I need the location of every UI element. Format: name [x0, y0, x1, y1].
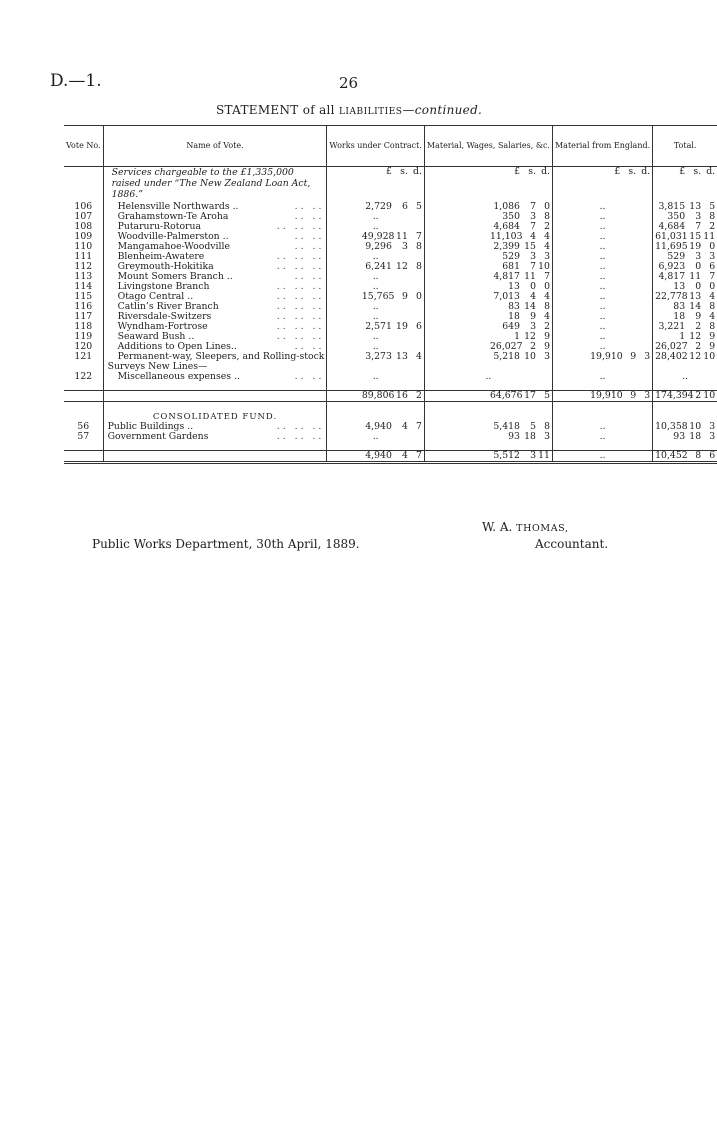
units-works: £ s. d.	[327, 167, 424, 203]
col-england-header: Material from England.	[552, 126, 652, 167]
england-amount: ..	[552, 292, 652, 302]
england-amount: ..	[552, 332, 652, 342]
works-amount: ..	[327, 252, 424, 262]
vote-number: 122	[74, 371, 93, 382]
vote-name: Permanent-way, Sleepers, and Rolling-stock	[103, 352, 327, 362]
england-amount: ..	[552, 252, 652, 262]
total-amount: 1 12 9	[653, 332, 717, 342]
department-date: Public Works Department, 30th April, 1889.	[92, 537, 360, 551]
material-amount: 26,027 2 9	[424, 342, 552, 352]
total-amount: 61,031 15 11	[653, 232, 717, 242]
col-name-header: Name of Vote.	[103, 126, 327, 167]
vote-name: Public Buildings .. .. .. ..	[103, 422, 327, 432]
total-amount: 93 18 3	[653, 432, 717, 442]
material-amount: 529 3 3	[424, 252, 552, 262]
works-amount: ..	[327, 342, 424, 352]
works-amount: ..	[327, 312, 424, 322]
vote-number: 118	[74, 321, 93, 332]
document-reference: D.—1.	[50, 71, 102, 91]
england-amount: ..	[552, 212, 652, 222]
material-amount: 5,418 5 8	[424, 422, 552, 432]
vote-number: 111	[74, 251, 93, 262]
material-amount: ..	[424, 372, 552, 382]
england-amount: ..	[552, 282, 652, 292]
vote-number: 116	[74, 301, 93, 312]
total-amount: 4,817 11 7	[653, 272, 717, 282]
material-amount: 649 3 2	[424, 322, 552, 332]
vote-name: Grahamstown-Te Aroha .. ..	[103, 212, 327, 222]
col-material-header: Material, Wages, Salaries, &c.	[424, 126, 552, 167]
units-total: £ s. d.	[653, 167, 717, 203]
col-works-header: Works under Contract.	[327, 126, 424, 167]
units-row	[64, 167, 717, 203]
vote-number	[64, 451, 103, 463]
vote-name: Riversdale-Switzers .. .. ..	[103, 312, 327, 322]
section-total-row	[64, 391, 717, 402]
vote-number: 113	[74, 271, 93, 282]
material-amount: 4,817 11 7	[424, 272, 552, 282]
table-header-row	[64, 126, 717, 167]
units-england: £ s. d.	[552, 167, 652, 203]
table-row	[64, 432, 717, 442]
total-amount: 529 3 3	[653, 252, 717, 262]
england-amount: ..	[552, 302, 652, 312]
england-amount: ..	[552, 202, 652, 212]
section2-heading: CONSOLIDATED FUND.	[103, 402, 327, 423]
table-caption	[216, 103, 482, 117]
total-amount: 3,221 2 8	[653, 322, 717, 332]
material-amount: 93 18 3	[424, 432, 552, 442]
vote-number: 56	[77, 421, 90, 432]
england-amount: ..	[552, 242, 652, 252]
table-body	[64, 167, 717, 463]
works-amount: 15,765 9 0	[327, 292, 424, 302]
england-amount: 19,910 9 3	[552, 352, 652, 362]
vote-name: Greymouth-Hokitika .. .. ..	[103, 262, 327, 272]
material-total: 64,676 17 5	[424, 391, 552, 402]
section-total-row	[64, 451, 717, 463]
signatory-title: Accountant.	[535, 537, 609, 551]
works-amount: 6,241 12 8	[327, 262, 424, 272]
england-amount: ..	[552, 372, 652, 382]
works-total: 89,806 16 2	[327, 391, 424, 402]
total-amount: 10,358 10 3	[653, 422, 717, 432]
vote-number: 115	[74, 291, 93, 302]
total-amount: 18 9 4	[653, 312, 717, 322]
works-amount: ..	[327, 222, 424, 232]
vote-number: 109	[74, 231, 93, 242]
liabilities-table	[64, 125, 717, 464]
spacer-cell	[64, 442, 103, 451]
total-amount: 6,923 0 6	[653, 262, 717, 272]
total-amount: 13 0 0	[653, 282, 717, 292]
vote-name: Seaward Bush .. .. .. ..	[103, 332, 327, 342]
works-amount: ..	[327, 372, 424, 382]
material-amount: 11,103 4 4	[424, 232, 552, 242]
vote-name: Putaruru-Rotorua .. .. ..	[103, 222, 327, 232]
signatory-initials: W. A.	[482, 520, 517, 534]
works-amount: ..	[327, 212, 424, 222]
table-row	[64, 372, 717, 382]
vote-name: Mount Somers Branch .. .. ..	[103, 272, 327, 282]
works-amount: ..	[327, 302, 424, 312]
vote-name	[103, 391, 327, 402]
vote-name	[103, 451, 327, 463]
total-amount: 4,684 7 2	[653, 222, 717, 232]
vote-name: Woodville-Palmerston .. .. ..	[103, 232, 327, 242]
england-amount: ..	[552, 342, 652, 352]
spacer-cell	[103, 382, 327, 391]
page-number: 26	[339, 74, 359, 92]
grand-total: 10,452 8 6	[653, 451, 717, 463]
total-amount: 28,402 12 10	[653, 352, 717, 362]
vote-name: Mangamahoe-Woodville .. ..	[103, 242, 327, 252]
caption-prefix: STATEMENT of all	[216, 103, 339, 117]
material-amount: 1,086 7 0	[424, 202, 552, 212]
vote-number: 112	[74, 261, 93, 272]
vote-number: 110	[74, 241, 93, 252]
surveys-label: Surveys New Lines—	[103, 362, 327, 372]
england-amount: ..	[552, 232, 652, 242]
material-amount: 2,399 15 4	[424, 242, 552, 252]
section2-heading-row	[64, 402, 717, 423]
vote-number: 121	[74, 351, 93, 362]
material-amount: 350 3 8	[424, 212, 552, 222]
vote-number: 117	[74, 311, 93, 322]
total-amount: ..	[653, 372, 717, 382]
section1-heading: Services chargeable to the £1,335,000 raised under “The New Zealand Loan Act, 1886.”	[103, 167, 327, 203]
signatory-surname: THOMAS,	[516, 523, 569, 534]
england-amount: ..	[552, 312, 652, 322]
england-amount: ..	[552, 262, 652, 272]
spacer-cell	[103, 442, 327, 451]
england-amount: ..	[552, 222, 652, 232]
works-amount: 2,729 6 5	[327, 202, 424, 212]
vote-name: Catlin’s River Branch .. .. ..	[103, 302, 327, 312]
spacer-cell	[653, 402, 717, 423]
material-amount: 13 0 0	[424, 282, 552, 292]
vote-name: Government Gardens .. .. ..	[103, 432, 327, 442]
vote-name: Otago Central .. .. .. ..	[103, 292, 327, 302]
england-total: ..	[552, 451, 652, 463]
works-amount: ..	[327, 332, 424, 342]
vote-name: Wyndham-Fortrose .. .. ..	[103, 322, 327, 332]
vote-number: 120	[74, 341, 93, 352]
vote-name: Miscellaneous expenses .. .. ..	[103, 372, 327, 382]
units-material: £ s. d.	[424, 167, 552, 203]
works-amount: ..	[327, 432, 424, 442]
works-amount: 3,273 13 4	[327, 352, 424, 362]
material-amount: 4,684 7 2	[424, 222, 552, 232]
vote-name: Livingstone Branch .. .. ..	[103, 282, 327, 292]
material-amount: 18 9 4	[424, 312, 552, 322]
grand-total: 174,394 2 10	[653, 391, 717, 402]
works-amount: 2,571 19 6	[327, 322, 424, 332]
material-amount: 5,218 10 3	[424, 352, 552, 362]
spacer-cell	[424, 402, 552, 423]
material-amount: 83 14 8	[424, 302, 552, 312]
material-total: 5,512 3 11	[424, 451, 552, 463]
england-amount: ..	[552, 432, 652, 442]
total-amount: 350 3 8	[653, 212, 717, 222]
total-amount: 26,027 2 9	[653, 342, 717, 352]
spacer-cell	[64, 382, 103, 391]
vote-name: Additions to Open Lines.. .. ..	[103, 342, 327, 352]
works-amount: 4,940 4 7	[327, 422, 424, 432]
vote-number: 114	[74, 281, 93, 292]
england-amount: ..	[552, 272, 652, 282]
vote-number: 107	[74, 211, 93, 222]
vote-name: Blenheim-Awatere .. .. ..	[103, 252, 327, 262]
caption-dash: —	[402, 103, 415, 117]
total-amount: 22,778 13 4	[653, 292, 717, 302]
vote-number: 106	[74, 201, 93, 212]
total-amount: 11,695 19 0	[653, 242, 717, 252]
vote-name: Helensville Northwards .. .. ..	[103, 202, 327, 212]
vote-cell	[64, 167, 103, 203]
caption-continued: continued.	[414, 103, 483, 117]
signatory-name	[482, 520, 569, 534]
col-vote-header: Vote No.	[64, 126, 103, 167]
vote-number: 119	[74, 331, 93, 342]
total-amount: 83 14 8	[653, 302, 717, 312]
works-amount: 49,928 11 7	[327, 232, 424, 242]
england-total: 19,910 9 3	[552, 391, 652, 402]
spacer-cell	[327, 402, 424, 423]
vote-number	[64, 391, 103, 402]
vote-number: 57	[77, 431, 90, 442]
caption-smallcaps: LIABILITIES	[338, 107, 403, 117]
spacer-cell	[552, 402, 652, 423]
material-amount: 681 7 10	[424, 262, 552, 272]
material-amount: 7,013 4 4	[424, 292, 552, 302]
england-amount: ..	[552, 322, 652, 332]
england-amount: ..	[552, 422, 652, 432]
vote-number: 108	[74, 221, 93, 232]
works-amount: ..	[327, 282, 424, 292]
works-amount: 9,296 3 8	[327, 242, 424, 252]
vote-number	[64, 402, 103, 423]
works-amount: ..	[327, 272, 424, 282]
col-total-header: Total.	[653, 126, 717, 167]
total-amount: 3,815 13 5	[653, 202, 717, 212]
works-total: 4,940 4 7	[327, 451, 424, 463]
material-amount: 1 12 9	[424, 332, 552, 342]
